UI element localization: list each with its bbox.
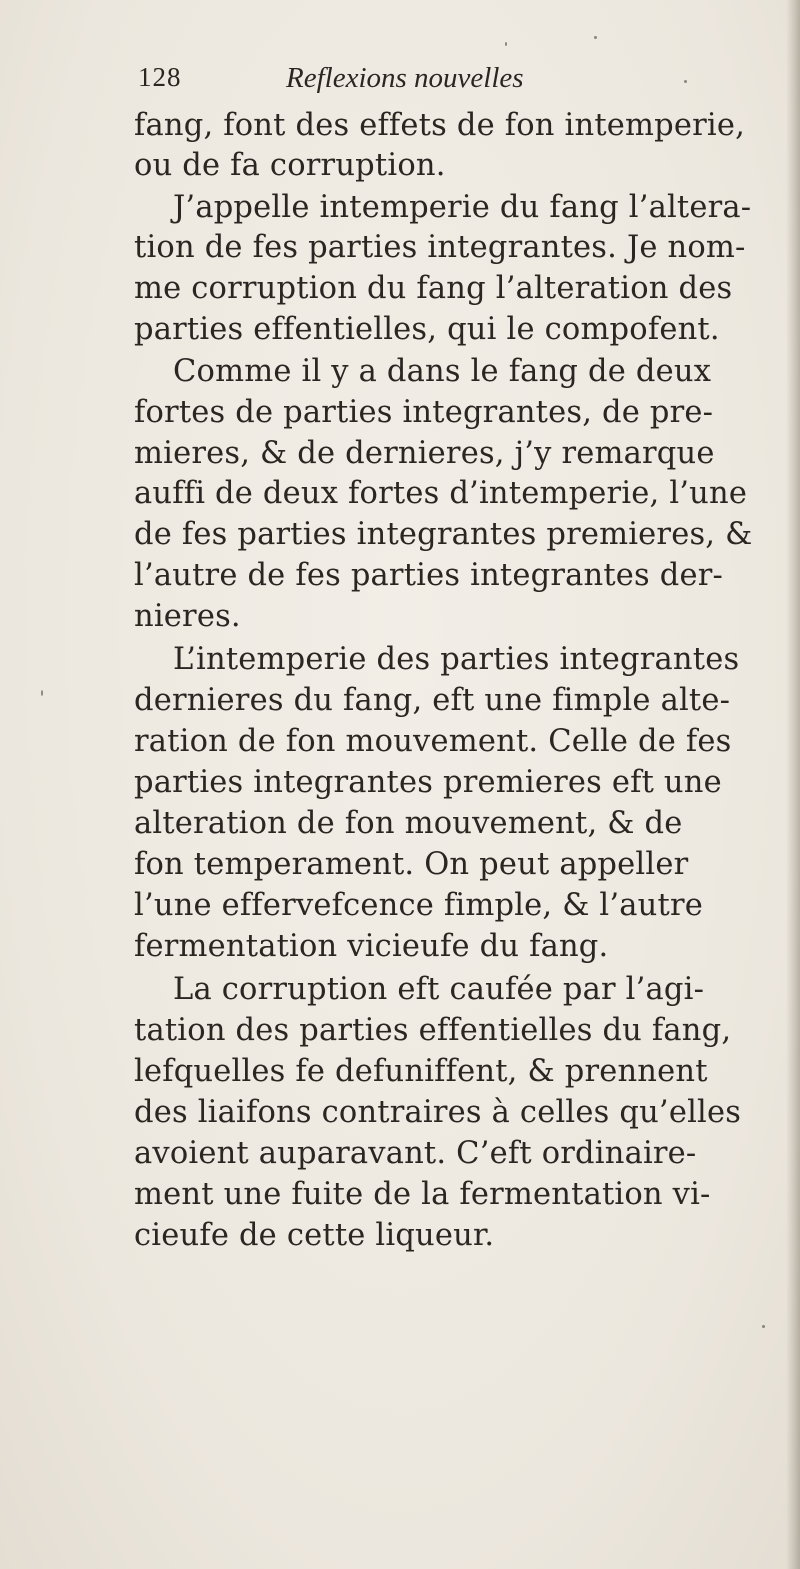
text-line: ou de fa corruption. [134, 148, 446, 183]
text-line: J’appelle intemperie du fang l’altera- [173, 190, 752, 225]
ink-speck [684, 80, 687, 83]
text-line: Comme il y a dans le fang de deux [173, 354, 712, 389]
text-line: fon temperament. On peut appeller [134, 847, 689, 882]
text-line: fermentation vicieufe du fang. [134, 929, 609, 964]
running-head: Reflexions nouvelles [286, 62, 524, 94]
text-line: nieres. [134, 599, 241, 634]
text-line: L’intemperie des parties integrantes [173, 642, 740, 677]
text-line: lefquelles fe defuniffent, & prennent [134, 1054, 708, 1089]
text-line: l’une effervefcence fimple, & l’autre [134, 888, 703, 923]
text-line: dernieres du fang, eft une fimple alte- [134, 683, 731, 718]
text-line: cieufe de cette liqueur. [134, 1218, 495, 1253]
ink-speck [594, 36, 597, 39]
page-number: 128 [138, 62, 182, 92]
text-line: ration de fon mouvement. Celle de fes [134, 724, 732, 759]
text-line: des liaifons contraires à celles qu’elles [134, 1095, 742, 1130]
text-line: parties integrantes premieres eft une [134, 765, 722, 800]
text-line: ment une fuite de la fermentation vi- [134, 1177, 711, 1212]
text-line: fortes de parties integrantes, de pre- [134, 395, 714, 430]
text-line: auffi de deux fortes d’intemperie, l’une [134, 476, 748, 511]
ink-speck [762, 1325, 765, 1328]
text-line: La corruption eft caufée par l’agi- [173, 972, 705, 1007]
text-line: l’autre de fes parties integrantes der- [134, 558, 724, 593]
text-line: tion de fes parties integrantes. Je nom- [134, 230, 746, 265]
ink-speck [505, 42, 507, 46]
text-line: avoient auparavant. C’eft ordinaire- [134, 1136, 697, 1171]
text-line: alteration de fon mouvement, & de [134, 806, 683, 841]
ink-speck [41, 690, 43, 696]
text-line: mieres, & de dernieres, j’y remarque [134, 436, 715, 471]
page-header [138, 62, 698, 102]
text-line: de fes parties integrantes premieres, & [134, 517, 753, 552]
text-line: tation des parties effentielles du fang, [134, 1013, 732, 1048]
page-edge-shadow [786, 0, 800, 1569]
text-line: fang, font des effets de fon intemperie, [134, 108, 746, 143]
text-line: parties effentielles, qui le compofent. [134, 312, 720, 347]
text-line: me corruption du fang l’alteration des [134, 271, 733, 306]
